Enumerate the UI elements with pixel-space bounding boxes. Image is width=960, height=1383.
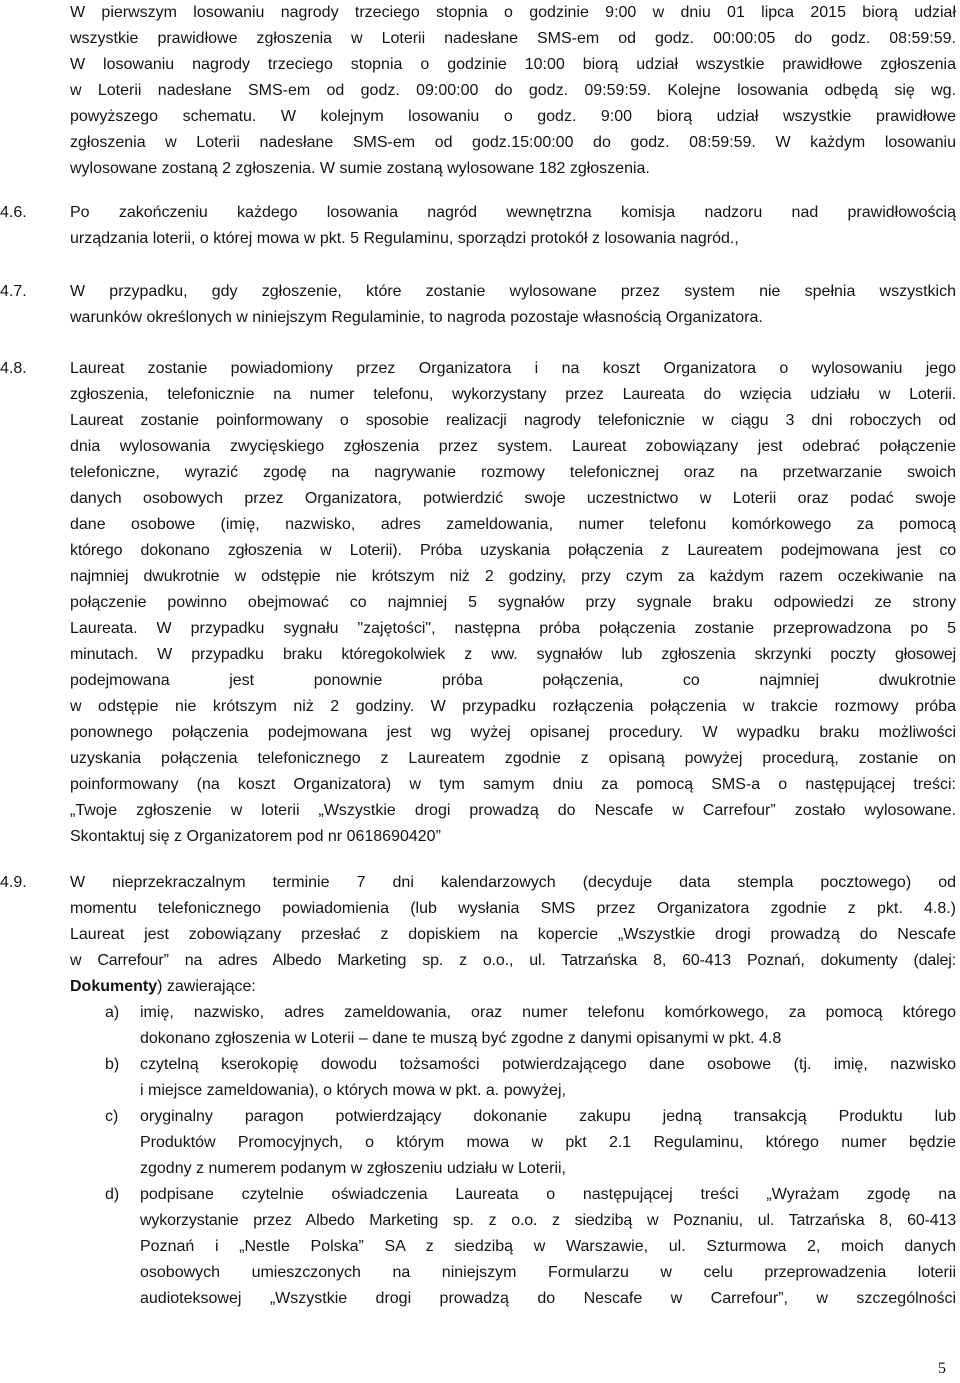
text-line: w odstępie nie krótszym niż 2 godziny. W przypadku rozłączenia połączenia w trakcie rozmowy próba bbox=[70, 698, 956, 715]
text-line: zgodny z numerem podanym w zgłoszeniu udziału w Loterii, bbox=[140, 1160, 566, 1177]
text-line: Laureata. W przypadku sygnału "zajętości", następna próba połączenia zostanie przeprowadzona po 5 bbox=[70, 620, 956, 637]
text-line: oryginalny paragon potwierdzający dokonanie zakupu jedną transakcją Produktu lub bbox=[140, 1108, 956, 1125]
text-line: dane osobowe (imię, nazwisko, adres zameldowania, numer telefonu komórkowego za pomocą bbox=[70, 516, 956, 533]
section-number: 4.8. bbox=[0, 360, 27, 377]
text-line: warunków określonych w niniejszym Regulaminie, to nagroda pozostaje własnością Organizatora. bbox=[70, 309, 763, 326]
text-line: danych osobowych przez Organizatora, potwierdzić swoje uczestnictwo w Loterii oraz podać swoje bbox=[70, 490, 956, 507]
list-item bbox=[140, 1052, 956, 1104]
page-number: 5 bbox=[938, 1360, 946, 1377]
section-4-9-text bbox=[70, 870, 956, 1000]
text-line: w Carrefour” na adres Albedo Marketing sp. z o.o., ul. Tatrzańska 8, 60-413 Poznań, dokumenty (dalej: bbox=[70, 952, 956, 969]
section-4-7-text bbox=[70, 279, 956, 331]
text-line: podejmowana jest ponownie próba połączenia, co najmniej dwukrotnie bbox=[70, 672, 956, 689]
text-line: wylosowane zostaną 2 zgłoszenia. W sumie zostaną wylosowane 182 zgłoszenia. bbox=[70, 160, 650, 177]
list-item bbox=[140, 1104, 956, 1182]
text-line: najmniej dwukrotnie w odstępie nie krótszym niż 2 godziny, przy czym za każdym razem oczekiwanie na bbox=[70, 568, 956, 585]
text-line: uzyskania połączenia telefonicznego z Laureatem zgodnie z opisaną powyżej procedurą, zostanie on bbox=[70, 750, 956, 767]
text-line: Laureat zostanie poinformowany o sposobie realizacji nagrody telefonicznie w ciągu 3 dni roboczych od bbox=[70, 412, 956, 429]
text-line: połączenie powinno obejmować co najmniej 5 sygnałów przy sygnale braku odpowiedzi ze strony bbox=[70, 594, 956, 611]
continuation-paragraph bbox=[70, 0, 956, 182]
text-line: Produktów Promocyjnych, o którym mowa w pkt 2.1 Regulaminu, którego numer będzie bbox=[140, 1134, 956, 1151]
text-line bbox=[70, 974, 956, 1000]
list-item bbox=[140, 1182, 956, 1312]
section-4-8-text bbox=[70, 356, 956, 850]
list-item bbox=[140, 1000, 956, 1052]
text-line: zgłoszenia w Loterii nadesłane SMS-em od godz.15:00:00 do godz. 08:59:59. W każdym losowaniu bbox=[70, 134, 956, 151]
text-line: w Loterii nadesłane SMS-em od godz. 09:00:00 do godz. 09:59:59. Kolejne losowania odbędą się wg. bbox=[70, 82, 956, 99]
text-line: imię, nazwisko, adres zameldowania, oraz numer telefonu komórkowego, za pomocą którego bbox=[140, 1004, 956, 1021]
text-line: W przypadku, gdy zgłoszenie, które zostanie wylosowane przez system nie spełnia wszystkich bbox=[70, 283, 956, 300]
defined-term: Dokumenty bbox=[70, 978, 158, 995]
text-line: W pierwszym losowaniu nagrody trzeciego stopnia o godzinie 9:00 w dniu 01 lipca 2015 biorą udział bbox=[70, 4, 956, 21]
list-marker: c) bbox=[105, 1108, 119, 1125]
text-line: podpisane czytelnie oświadczenia Laureata o następującej treści „Wyrażam zgodę na bbox=[140, 1186, 956, 1203]
text-line: Skontaktuj się z Organizatorem pod nr 0618690420” bbox=[70, 828, 441, 845]
text-line: dokonano zgłoszenia w Loterii – dane te muszą być zgodne z danymi opisanymi w pkt. 4.8 bbox=[140, 1030, 782, 1047]
text-line: audioteksowej „Wszystkie drogi prowadzą do Nescafe w Carrefour”, w szczególności bbox=[140, 1290, 956, 1307]
text-line: wykorzystanie przez Albedo Marketing sp. z o.o. z siedzibą w Poznaniu, ul. Tatrzańska 8, 60-413 bbox=[140, 1212, 956, 1229]
section-4-6-text bbox=[70, 200, 956, 252]
text-line: powyższego schematu. W kolejnym losowaniu o godz. 9:00 biorą udział wszystkie prawidłowe bbox=[70, 108, 956, 125]
text-line: W losowaniu nagrody trzeciego stopnia o godzinie 10:00 biorą udział wszystkie prawidłowe zgłoszenia bbox=[70, 56, 956, 73]
text-line: Poznań i „Nestle Polska” SA z siedzibą w Warszawie, ul. Szturmowa 2, moich danych bbox=[140, 1238, 956, 1255]
text-line: Laureat zostanie powiadomiony przez Organizatora i na koszt Organizatora o wylosowaniu jego bbox=[70, 360, 956, 377]
text-line: poinformowany (na koszt Organizatora) w tym samym dniu za pomocą SMS-a o następującej treści: bbox=[70, 776, 956, 793]
text-line: wszystkie prawidłowe zgłoszenia w Loterii nadesłane SMS-em od godz. 00:00:05 do godz. 08:59:59. bbox=[70, 30, 956, 47]
text-line: minutach. W przypadku braku któregokolwiek z ww. sygnałów lub zgłoszenia skrzynki poczty głosowej bbox=[70, 646, 956, 663]
text-line: urządzania loterii, o której mowa w pkt. 5 Regulaminu, sporządzi protokół z losowania nagród., bbox=[70, 230, 739, 247]
list-marker: a) bbox=[105, 1004, 120, 1021]
section-number: 4.6. bbox=[0, 204, 27, 221]
text-line: momentu telefonicznego powiadomienia (lub wysłania SMS przez Organizatora zgodnie z pkt. 4.8.) bbox=[70, 900, 956, 917]
text-line: którego dokonano zgłoszenia w Loterii). Próba uzyskania połączenia z Laureatem podejmowana jest co bbox=[70, 542, 956, 559]
text-line: Laureat jest zobowiązany przesłać z dopiskiem na kopercie „Wszystkie drogi prowadzą do Nescafe bbox=[70, 926, 956, 943]
list-marker: d) bbox=[105, 1186, 120, 1203]
text-line: Po zakończeniu każdego losowania nagród wewnętrzna komisja nadzoru nad prawidłowością bbox=[70, 204, 956, 221]
text-line: osobowych umieszczonych na niniejszym Formularzu w celu przeprowadzenia loterii bbox=[140, 1264, 956, 1281]
text-line: ponownego połączenia podejmowana jest wg wyżej opisanej procedury. W wypadku braku możliwości bbox=[70, 724, 956, 741]
text-line: telefoniczne, wyrazić zgodę na nagrywanie rozmowy telefonicznej oraz na przetwarzanie swoich bbox=[70, 464, 956, 481]
list-marker: b) bbox=[105, 1056, 120, 1073]
text-fragment: ) zawierające: bbox=[157, 978, 256, 995]
text-line: czytelną kserokopię dowodu tożsamości potwierdzającego dane osobowe (tj. imię, nazwisko bbox=[140, 1056, 956, 1073]
text-line: zgłoszenia, telefonicznie na numer telefonu, wykorzystany przez Laureata do wzięcia udziału w Loterii. bbox=[70, 386, 956, 403]
text-line: i miejsce zameldowania), o których mowa w pkt. a. powyżej, bbox=[140, 1082, 566, 1099]
text-line: W nieprzekraczalnym terminie 7 dni kalendarzowych (decyduje data stempla pocztowego) od bbox=[70, 874, 956, 891]
text-line: „Twoje zgłoszenie w loterii „Wszystkie drogi prowadzą do Nescafe w Carrefour” zostało wylosowane. bbox=[70, 802, 956, 819]
section-number: 4.9. bbox=[0, 874, 27, 891]
section-number: 4.7. bbox=[0, 283, 27, 300]
text-line: dnia wylosowania zwycięskiego zgłoszenia przez system. Laureat zobowiązany jest odebrać połączenie bbox=[70, 438, 956, 455]
